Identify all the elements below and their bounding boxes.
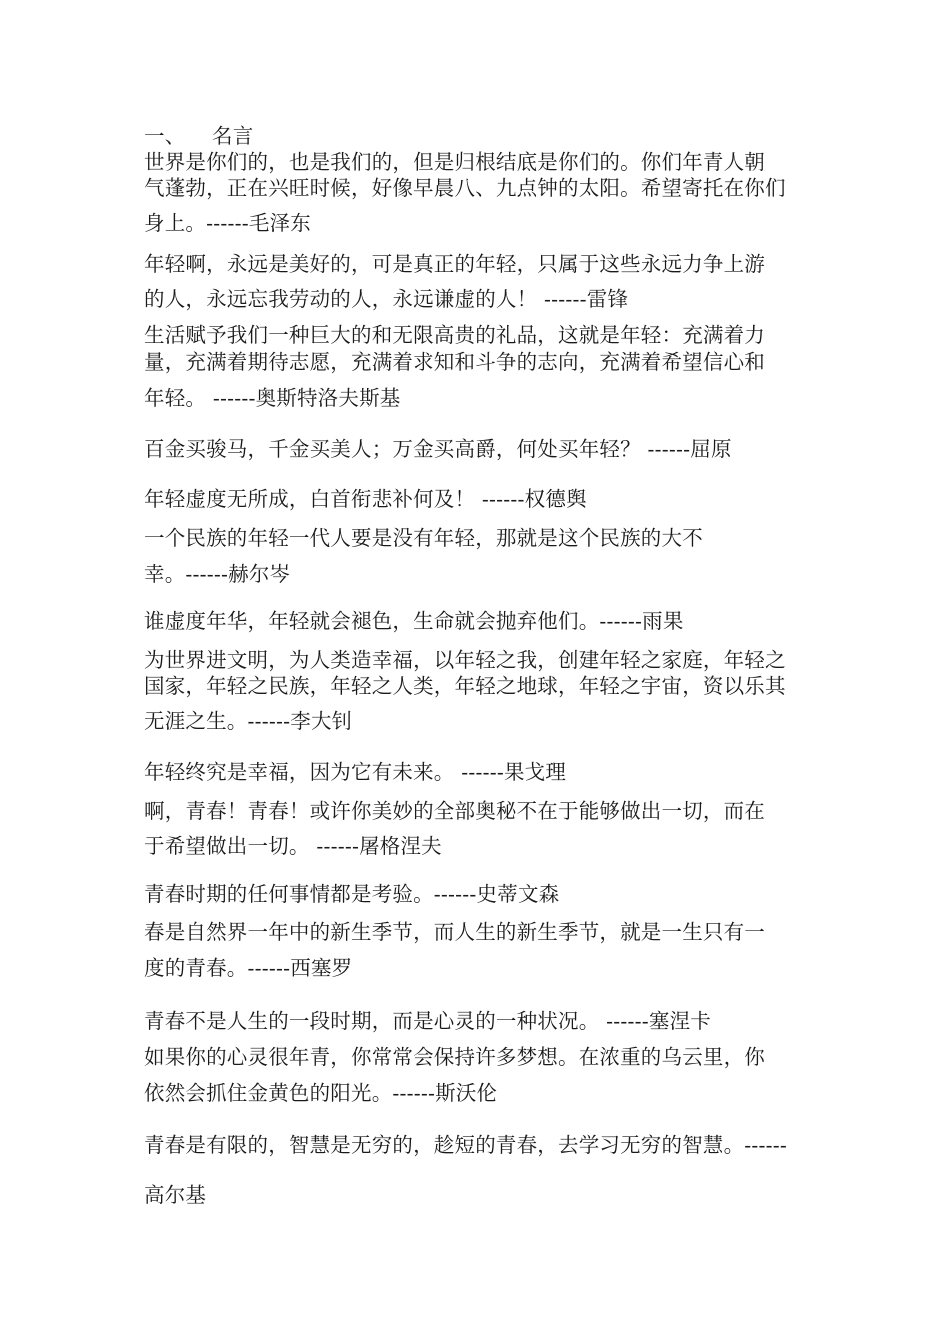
quote-line: 依然会抓住金黄色的阳光。------斯沃伦 bbox=[144, 1081, 498, 1105]
quote-line: 的人，永远忘我劳动的人，永远谦虚的人！ ------雷锋 bbox=[144, 287, 629, 311]
quote-line: 高尔基 bbox=[144, 1183, 207, 1207]
quote-line: 无涯之生。------李大钊 bbox=[144, 709, 353, 733]
quote-line: 身上。------毛泽东 bbox=[144, 211, 311, 235]
quote-line: 年轻。 ------奥斯特洛夫斯基 bbox=[144, 386, 401, 410]
quote-line: 国家，年轻之民族，年轻之人类，年轻之地球，年轻之宇宙，资以乐其 bbox=[144, 674, 786, 698]
section-title: 名言 bbox=[212, 124, 254, 148]
quote-line: 年轻终究是幸福，因为它有未来。 ------果戈理 bbox=[144, 760, 567, 784]
quote-line: 青春是有限的，智慧是无穷的，趁短的青春，去学习无穷的智慧。------ bbox=[144, 1133, 788, 1157]
quote-line: 春是自然界一年中的新生季节，而人生的新生季节，就是一生只有一 bbox=[144, 920, 765, 944]
quote-line: 年轻虚度无所成，白首衔悲补何及！ ------权德舆 bbox=[144, 487, 587, 511]
quote-line: 青春时期的任何事情都是考验。------史蒂文森 bbox=[144, 882, 560, 906]
quote-line: 年轻啊，永远是美好的，可是真正的年轻，只属于这些永远力争上游 bbox=[144, 252, 765, 276]
quote-line: 青春不是人生的一段时期，而是心灵的一种状况。 ------塞涅卡 bbox=[144, 1009, 711, 1033]
quote-line: 百金买骏马，千金买美人；万金买高爵，何处买年轻？ ------屈原 bbox=[144, 437, 732, 461]
quote-line: 生活赋予我们一种巨大的和无限高贵的礼品，这就是年轻：充满着力 bbox=[144, 323, 765, 347]
quote-line: 度的青春。------西塞罗 bbox=[144, 956, 353, 980]
section-number: 一、 bbox=[144, 124, 186, 148]
quote-line: 量，充满着期待志愿，充满着求知和斗争的志向，充满着希望信心和 bbox=[144, 350, 765, 374]
quote-line: 谁虚度年华，年轻就会褪色，生命就会抛弃他们。------雨果 bbox=[144, 609, 684, 633]
quote-line: 气蓬勃，正在兴旺时候，好像早晨八、九点钟的太阳。希望寄托在你们 bbox=[144, 176, 786, 200]
quote-line: 幸。------赫尔岑 bbox=[144, 562, 291, 586]
quote-line: 为世界进文明，为人类造幸福，以年轻之我，创建年轻之家庭，年轻之 bbox=[144, 648, 786, 672]
quote-line: 啊，青春！青春！或许你美妙的全部奥秘不在于能够做出一切，而在 bbox=[144, 799, 765, 823]
quote-line: 于希望做出一切。 ------屠格涅夫 bbox=[144, 834, 442, 858]
quote-line: 如果你的心灵很年青，你常常会保持许多梦想。在浓重的乌云里，你 bbox=[144, 1045, 765, 1069]
quote-line: 一个民族的年轻一代人要是没有年轻，那就是这个民族的大不 bbox=[144, 526, 703, 550]
section-heading bbox=[144, 126, 253, 147]
quote-line: 世界是你们的，也是我们的，但是归根结底是你们的。你们年青人朝 bbox=[144, 150, 765, 174]
